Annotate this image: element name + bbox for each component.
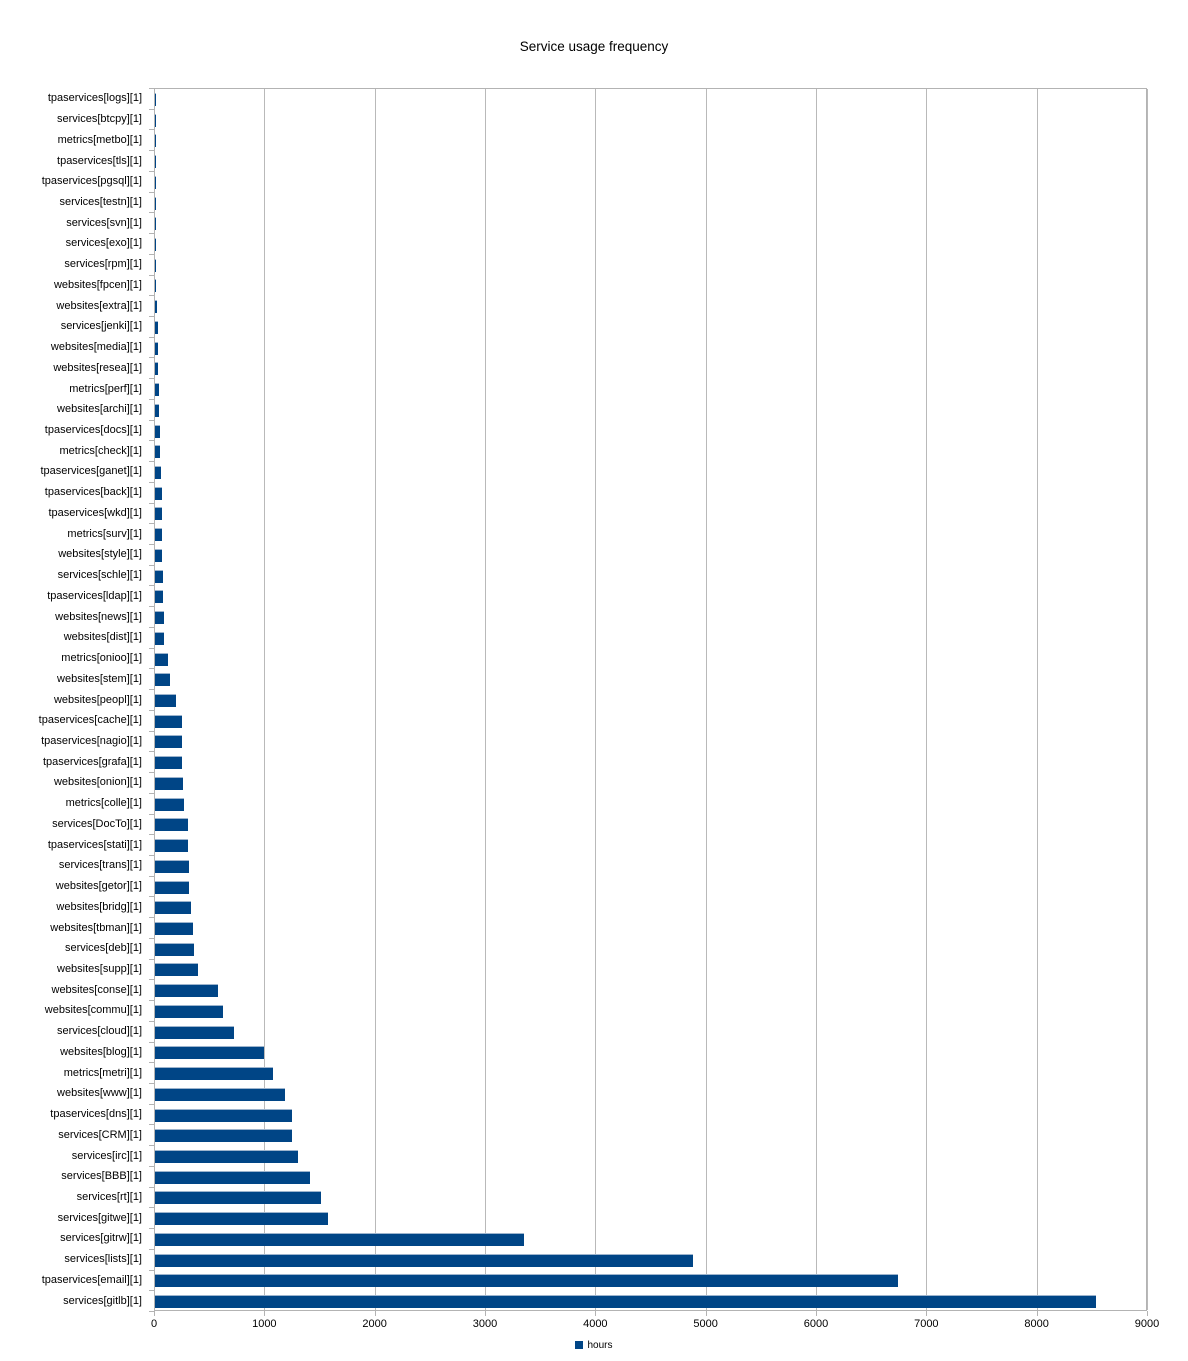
y-axis-tick [149, 150, 154, 151]
x-axis-tick [1037, 1311, 1038, 1316]
bar [155, 963, 198, 976]
category-label: metrics[check][1] [59, 444, 142, 457]
legend-swatch-icon [575, 1341, 583, 1349]
category-label: tpaservices[cache][1] [38, 714, 142, 727]
category-label: services[DocTo][1] [52, 817, 142, 830]
category-label: services[irc][1] [71, 1149, 142, 1162]
bar [155, 984, 218, 997]
y-axis-tick [149, 254, 154, 255]
gridline [485, 89, 486, 1310]
bar [155, 528, 162, 541]
category-label: websites[news][1] [55, 610, 142, 623]
bar [155, 632, 164, 645]
bar [155, 1026, 234, 1039]
bar [155, 590, 163, 603]
bar [155, 259, 156, 272]
y-axis-tick [149, 212, 154, 213]
bar [155, 321, 158, 334]
y-axis-tick [149, 399, 154, 400]
category-label: services[jenki][1] [60, 320, 142, 333]
category-label: websites[fpcen][1] [53, 278, 142, 291]
x-tick-label: 4000 [583, 1318, 608, 1330]
category-label: websites[extra][1] [56, 299, 142, 312]
y-axis-tick [149, 959, 154, 960]
bar [155, 155, 156, 168]
y-axis-tick [149, 192, 154, 193]
y-axis-tick [149, 689, 154, 690]
y-axis-tick [149, 378, 154, 379]
x-tick-label: 7000 [914, 1318, 939, 1330]
bar [155, 134, 156, 147]
y-axis-tick [149, 1062, 154, 1063]
y-axis-tick [149, 1145, 154, 1146]
y-axis-tick [149, 731, 154, 732]
bar [155, 114, 156, 127]
bar [155, 653, 168, 666]
y-axis-tick [149, 1166, 154, 1167]
category-label: services[gitrw][1] [60, 1232, 142, 1245]
gridline [926, 89, 927, 1310]
category-label: services[btcpy][1] [57, 113, 142, 126]
y-axis-tick [149, 1000, 154, 1001]
y-axis-tick [149, 565, 154, 566]
category-label: websites[commu][1] [44, 1004, 142, 1017]
x-tick-label: 0 [150, 1318, 158, 1330]
bar [155, 798, 184, 811]
bar [155, 1109, 292, 1122]
category-label: services[deb][1] [64, 942, 142, 955]
x-tick-label: 9000 [1134, 1318, 1160, 1330]
category-label: metrics[onioo][1] [61, 652, 142, 665]
gridline [1037, 89, 1038, 1310]
category-label: metrics[metri][1] [63, 1066, 142, 1079]
y-axis-tick [149, 440, 154, 441]
category-label: websites[www][1] [57, 1087, 142, 1100]
category-label: services[BBB][1] [61, 1170, 142, 1183]
y-axis-tick [149, 544, 154, 545]
gridline [1147, 89, 1148, 1310]
y-axis-tick [149, 834, 154, 835]
category-label: websites[conse][1] [51, 983, 142, 996]
y-axis-tick [149, 1021, 154, 1022]
category-label: tpaservices[stati][1] [47, 838, 142, 851]
x-axis-tick [154, 1311, 155, 1316]
x-tick-label: 5000 [693, 1318, 718, 1330]
y-axis-tick [149, 233, 154, 234]
x-axis-tick [375, 1311, 376, 1316]
gridline [595, 89, 596, 1310]
category-label: tpaservices[wkd][1] [48, 506, 142, 519]
y-axis-tick [149, 88, 154, 89]
category-label: metrics[colle][1] [65, 797, 142, 810]
y-axis-tick [149, 109, 154, 110]
y-axis-tick [149, 876, 154, 877]
category-label: websites[blog][1] [60, 1045, 142, 1058]
category-label: tpaservices[docs][1] [44, 424, 142, 437]
category-label: websites[dist][1] [63, 631, 142, 644]
bar [155, 901, 191, 914]
x-tick-label: 2000 [362, 1318, 387, 1330]
bar [155, 425, 160, 438]
bar [155, 756, 182, 769]
x-tick-label: 1000 [252, 1318, 277, 1330]
category-label: websites[tbman][1] [50, 921, 142, 934]
gridline [264, 89, 265, 1310]
y-axis-tick [149, 503, 154, 504]
category-label: tpaservices[grafa][1] [42, 755, 142, 768]
y-axis-tick [149, 1104, 154, 1105]
y-axis-tick [149, 275, 154, 276]
y-axis-tick [149, 1042, 154, 1043]
y-axis-tick [149, 1290, 154, 1291]
legend-label: hours [587, 1340, 613, 1351]
y-axis-tick [149, 917, 154, 918]
bar [155, 777, 183, 790]
y-axis-tick [149, 751, 154, 752]
y-axis-tick [149, 1228, 154, 1229]
bar [155, 549, 162, 562]
y-axis-tick [149, 855, 154, 856]
category-label: services[gitwe][1] [57, 1211, 142, 1224]
x-tick-label: 6000 [803, 1318, 829, 1330]
bar [155, 445, 160, 458]
category-label: tpaservices[email][1] [41, 1273, 142, 1286]
y-axis-tick [149, 1311, 154, 1312]
category-label: tpaservices[nagio][1] [41, 734, 142, 747]
bar [155, 176, 156, 189]
bar [155, 570, 163, 583]
bar [155, 943, 194, 956]
bar [155, 487, 162, 500]
category-label: services[rt][1] [76, 1190, 142, 1203]
category-label: websites[supp][1] [57, 962, 142, 975]
y-axis-tick [149, 772, 154, 773]
category-label: services[rpm][1] [64, 258, 142, 271]
bar [155, 1129, 292, 1142]
bar [155, 715, 182, 728]
bar [155, 362, 158, 375]
category-label: services[svn][1] [66, 216, 142, 229]
category-label: websites[style][1] [58, 548, 142, 561]
x-tick-label: 3000 [472, 1318, 498, 1330]
bar [155, 93, 156, 106]
y-axis-tick [149, 896, 154, 897]
category-label: websites[getor][1] [55, 880, 142, 893]
y-axis-tick [149, 523, 154, 524]
category-label: tpaservices[tls][1] [57, 154, 142, 167]
bar [155, 694, 176, 707]
bar [155, 611, 164, 624]
x-axis-tick [264, 1311, 265, 1316]
bar [155, 735, 182, 748]
bar [155, 466, 161, 479]
y-axis-tick [149, 316, 154, 317]
y-axis-tick [149, 1270, 154, 1271]
category-label: services[gitlb][1] [63, 1294, 142, 1307]
bar [155, 1295, 1096, 1308]
category-label: tpaservices[dns][1] [50, 1108, 142, 1121]
y-axis-tick [149, 171, 154, 172]
plot-area [154, 88, 1147, 1311]
bar [155, 383, 159, 396]
gridline [706, 89, 707, 1310]
bar [155, 404, 159, 417]
x-axis-tick [706, 1311, 707, 1316]
bar [155, 922, 193, 935]
y-axis-tick [149, 337, 154, 338]
y-axis-tick [149, 606, 154, 607]
y-axis-tick [149, 585, 154, 586]
bar [155, 839, 188, 852]
category-label: websites[archi][1] [57, 403, 142, 416]
category-label: metrics[perf][1] [69, 382, 142, 395]
y-axis-tick [149, 1083, 154, 1084]
bar [155, 1067, 273, 1080]
category-label: tpaservices[ldap][1] [47, 589, 142, 602]
y-axis-tick [149, 627, 154, 628]
bar [155, 1233, 524, 1246]
y-axis-tick [149, 1249, 154, 1250]
y-axis-tick [149, 295, 154, 296]
bar [155, 1088, 285, 1101]
bar [155, 279, 156, 292]
bar [155, 881, 189, 894]
x-axis-tick [485, 1311, 486, 1316]
category-label: services[lists][1] [64, 1253, 142, 1266]
legend [0, 1340, 1188, 1351]
gridline [375, 89, 376, 1310]
bar [155, 1171, 310, 1184]
bar [155, 1254, 693, 1267]
bar [155, 238, 156, 251]
y-axis-tick [149, 1124, 154, 1125]
bar [155, 673, 170, 686]
y-axis-tick [149, 938, 154, 939]
y-axis-tick [149, 461, 154, 462]
x-axis-tick [1147, 1311, 1148, 1316]
y-axis-tick [149, 710, 154, 711]
y-axis-tick [149, 129, 154, 130]
category-label: services[trans][1] [58, 859, 142, 872]
bar [155, 1274, 898, 1287]
category-label: websites[onion][1] [53, 776, 142, 789]
bar [155, 197, 156, 210]
category-label: services[CRM][1] [58, 1128, 142, 1141]
category-label: websites[stem][1] [57, 672, 142, 685]
category-label: metrics[surv][1] [67, 527, 142, 540]
x-axis-tick [926, 1311, 927, 1316]
category-label: services[cloud][1] [57, 1025, 142, 1038]
category-label: services[exo][1] [65, 237, 142, 250]
y-axis-tick [149, 1207, 154, 1208]
category-label: services[schle][1] [57, 569, 142, 582]
category-label: tpaservices[pgsql][1] [41, 175, 142, 188]
bar [155, 860, 189, 873]
bar [155, 507, 162, 520]
y-axis-tick [149, 979, 154, 980]
y-axis-tick [149, 420, 154, 421]
gridline [816, 89, 817, 1310]
category-label: services[testn][1] [59, 196, 142, 208]
bar [155, 818, 188, 831]
y-axis-tick [149, 357, 154, 358]
category-label: metrics[metbo][1] [57, 133, 142, 146]
category-label: tpaservices[back][1] [44, 486, 142, 499]
bar [155, 1191, 321, 1204]
category-label: websites[media][1] [50, 341, 142, 354]
y-axis-tick [149, 668, 154, 669]
y-axis-tick [149, 814, 154, 815]
x-axis-tick [816, 1311, 817, 1316]
y-axis-tick [149, 1187, 154, 1188]
category-label: websites[bridg][1] [56, 900, 142, 913]
category-label: tpaservices[ganet][1] [40, 465, 142, 478]
bar [155, 1150, 298, 1163]
y-axis-tick [149, 482, 154, 483]
y-axis-tick [149, 648, 154, 649]
bar [155, 1046, 264, 1059]
chart-title: Service usage frequency [519, 39, 669, 54]
x-tick-label: 8000 [1024, 1318, 1049, 1330]
bar [155, 217, 156, 230]
bar [155, 1212, 328, 1225]
y-axis-tick [149, 793, 154, 794]
bar [155, 300, 157, 313]
category-label: tpaservices[logs][1] [47, 92, 142, 105]
x-axis-tick [595, 1311, 596, 1316]
bar [155, 342, 158, 355]
bar [155, 1005, 223, 1018]
category-label: websites[peopl][1] [53, 693, 142, 706]
category-label: websites[resea][1] [53, 361, 142, 374]
